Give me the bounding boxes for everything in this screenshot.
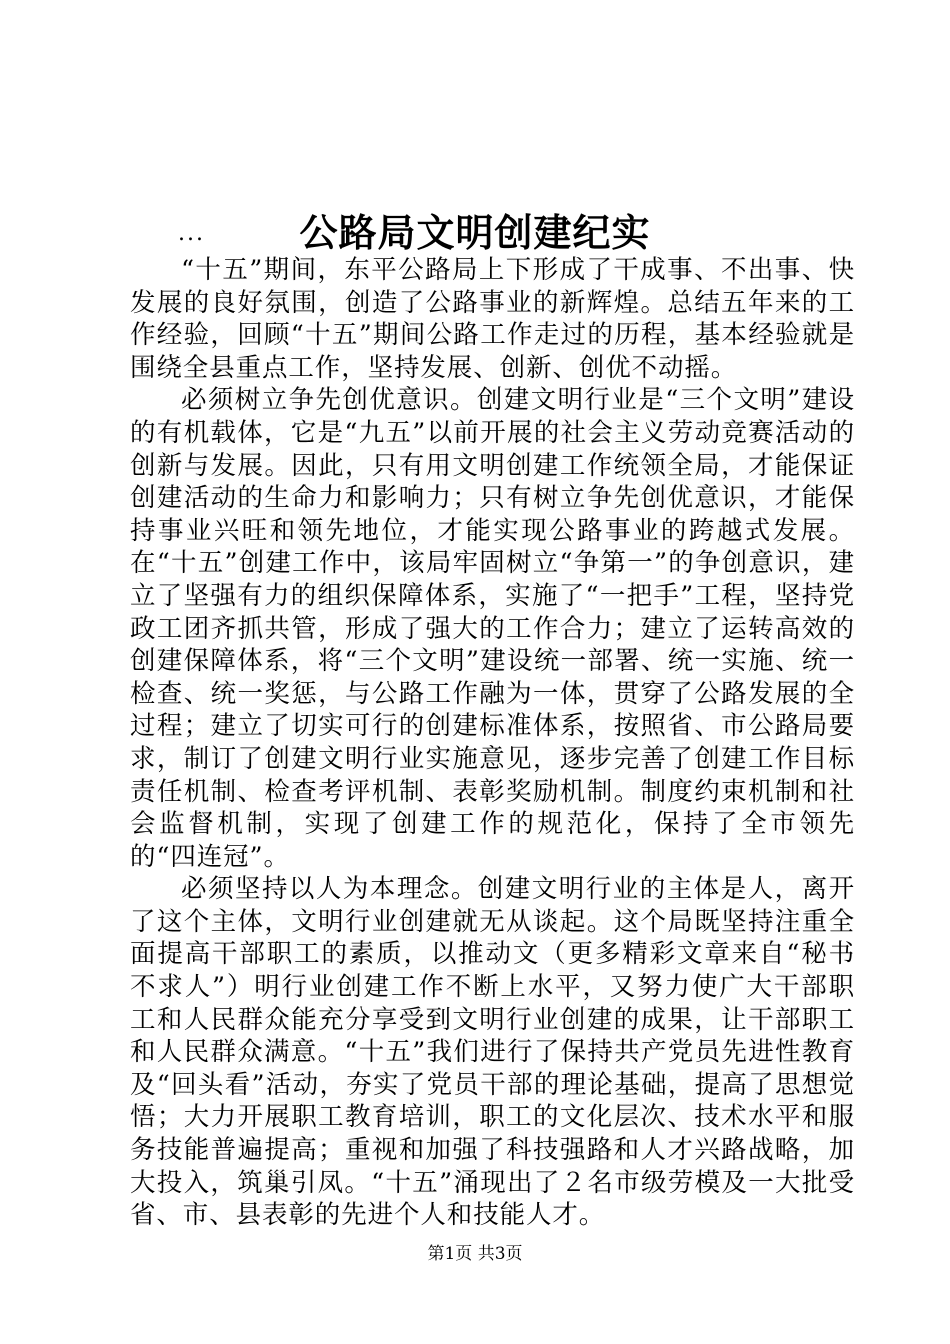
page-title: 公路局文明创建纪实 xyxy=(299,210,651,256)
document-body xyxy=(130,254,855,1232)
page-number-footer: 第1页 共3页 xyxy=(427,1244,523,1264)
ellipsis-mark: ... xyxy=(178,221,205,246)
paragraph-excellence: 必须树立争先创优意识。创建文明行业是“三个文明”建设的有机载体，它是“九五”以前开展的社会主义劳动竞赛活动的创新与发展。因此，只有用文明创建工作统领全局，才能保证创建活动的生命力和影响力；只有树立争先创优意识，才能保持事业兴旺和领先地位，才能实现公路事业的跨越式发展。在“十五”创建工作中，该局牢固树立“争第一”的争创意识，建立了坚强有力的组织保障体系，实施了“一把手”工程，坚持党政工团齐抓共管，形成了强大的工作合力；建立了运转高效的创建保障体系，将“三个文明”建设统一部署、统一实施、统一检查、统一奖惩，与公路工作融为一体，贯穿了公路发展的全过程；建立了切实可行的创建标准体系，按照省、市公路局要求，制订了创建文明行业实施意见，逐步完善了创建工作目标责任机制、检查考评机制、表彰奖励机制。制度约束机制和社会监督机制，实现了创建工作的规范化，保持了全市领先的“四连冠”。 xyxy=(130,385,855,872)
paragraph-intro: “十五”期间，东平公路局上下形成了干成事、不出事、快发展的良好氛围，创造了公路事业的新辉煌。总结五年来的工作经验，回顾“十五”期间公路工作走过的历程，基本经验就是围绕全县重点工作，坚持发展、创新、创优不动摇。 xyxy=(130,255,855,383)
paragraph-people-oriented: 必须坚持以人为本理念。创建文明行业的主体是人，离开了这个主体，文明行业创建就无从谈起。这个局既坚持注重全面提高干部职工的素质，以推动文（更多精彩文章来自“秘书不求人”）明行业创建工作不断上水平，又努力使广大干部职工和人民群众能充分享受到文明行业创建的成果，让干部职工和人民群众满意。“十五”我们进行了保持共产党员先进性教育及“回头看”活动，夯实了党员干部的理论基础，提高了思想觉悟；大力开展职工教育培训，职工的文化层次、技术水平和服务技能普遍提高；重视和加强了科技强路和人才兴路战略，加大投入，筑巢引凤。“十五”涌现出了２名市级劳模及一大批受省、市、县表彰的先进个人和技能人才。 xyxy=(130,874,855,1231)
